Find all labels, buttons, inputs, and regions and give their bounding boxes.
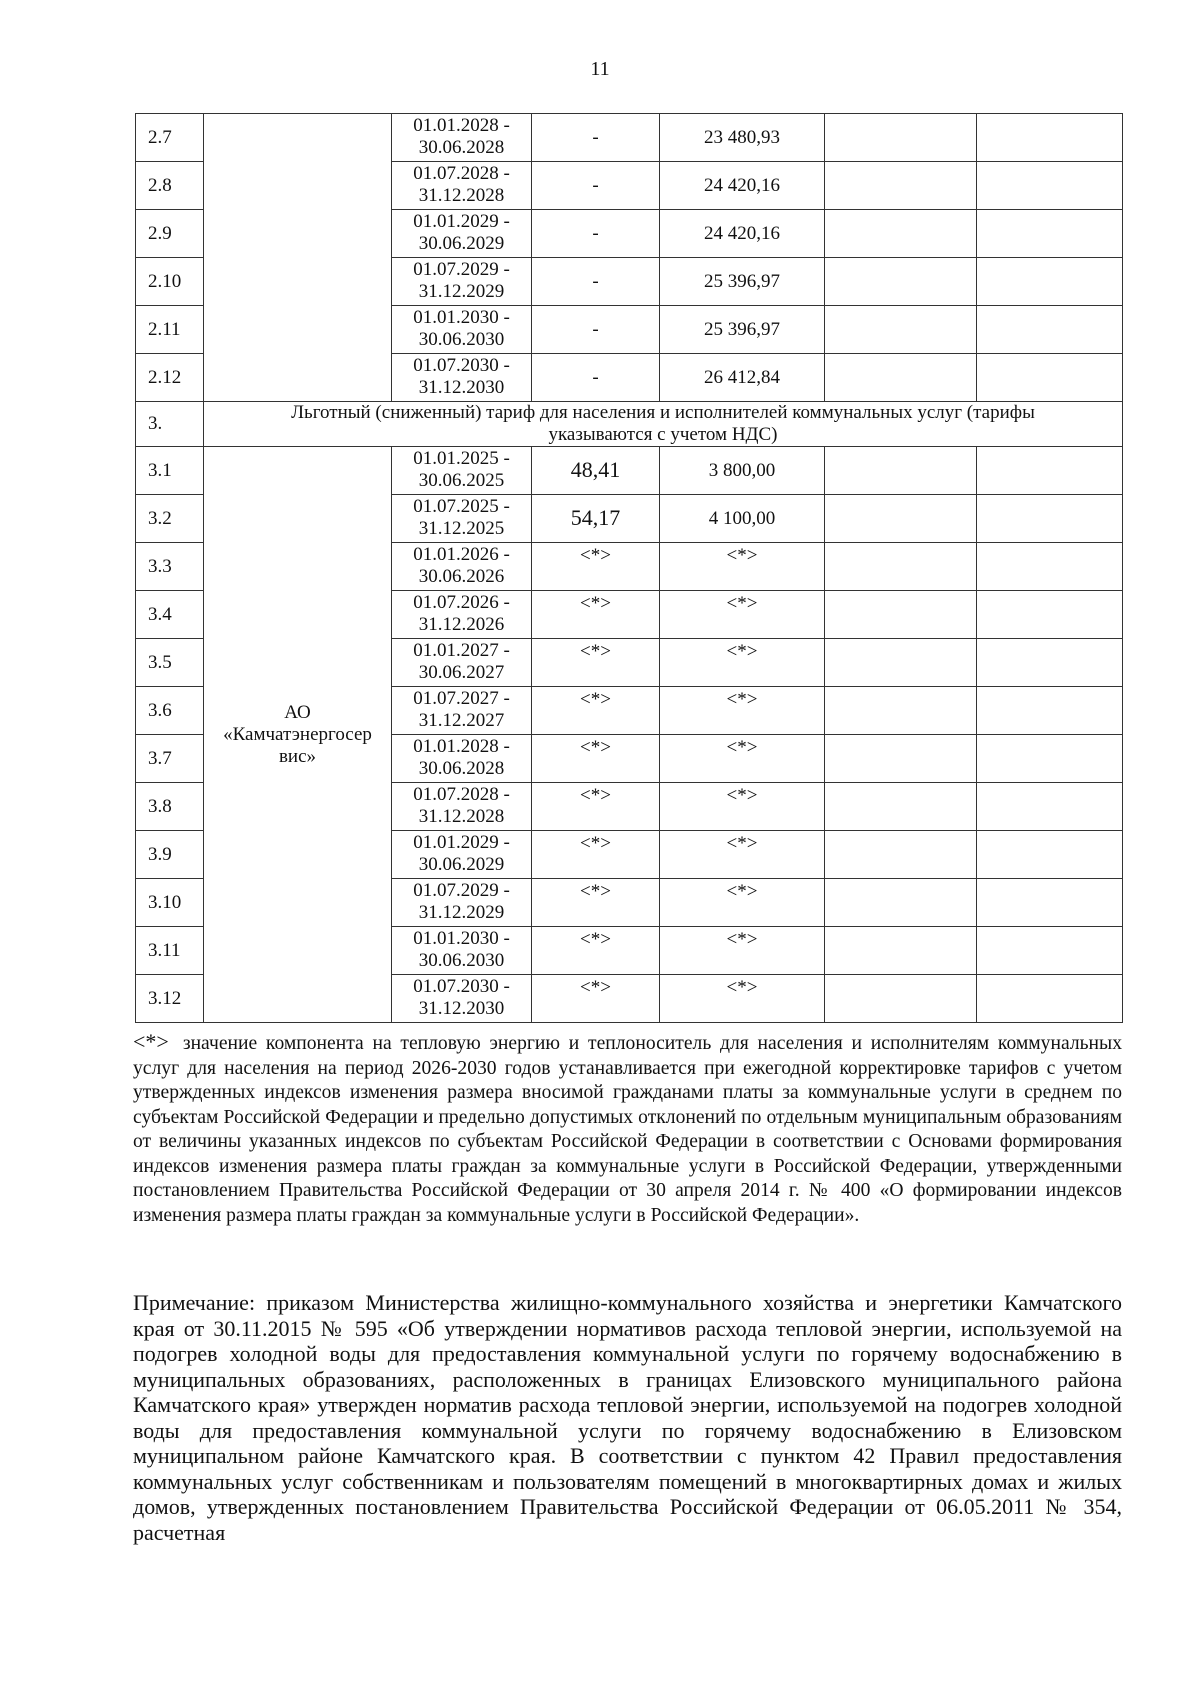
period-cell (392, 783, 532, 831)
period-end: 30.06.2030 (418, 950, 505, 971)
footnote-text: значение компонента на тепловую энергию и теплоноситель для населения и исполнителям коммунальных услуг для населения на период 2026-2030 годов устанавливается при ежегодной корректировке тарифов с учетом утвержденных индексов изменения размера вносимой гражданами платы за коммунальные услуги в среднем по субъектам Российской Федерации и предельно допустимых отклонений по отдельным муниципальным образованиям от величины указанных индексов по субъектам Российской Федерации в соответствии с Основами формирования индексов изменения размера платы граждан за коммунальные услуги в Российской Федерации, утвержденными постановлением Правительства Российской Федерации от 30 апреля 2014 г. № 400 «О формировании индексов изменения размера платы граждан за коммунальные услуги в Российской Федерации». (133, 1033, 1122, 1226)
row-number: 3.2 (136, 495, 204, 543)
period-end: 30.06.2028 (418, 758, 505, 779)
organization-line: «Камчатэнергосер (223, 723, 372, 745)
period-end: 30.06.2029 (418, 854, 505, 875)
period-start: 01.01.2028 - (413, 736, 510, 757)
value-cell-2 (660, 687, 825, 735)
empty-cell (977, 975, 1123, 1023)
value-1: - (592, 174, 599, 196)
value-cell-1 (532, 783, 660, 831)
row-number: 3.10 (136, 879, 204, 927)
value-1: - (592, 318, 599, 340)
value-1: <*> (580, 689, 611, 710)
period-cell (392, 639, 532, 687)
row-number: 2.11 (136, 306, 204, 354)
empty-cell (825, 591, 977, 639)
empty-cell (825, 114, 977, 162)
empty-cell (977, 306, 1123, 354)
empty-cell (825, 927, 977, 975)
footnote (133, 1030, 1122, 1228)
value-2: 25 396,97 (704, 270, 780, 292)
period-start: 01.07.2029 - (413, 880, 510, 901)
value-2: <*> (726, 929, 758, 950)
row-number: 3.6 (136, 687, 204, 735)
period-end: 30.06.2028 (418, 137, 505, 158)
value-cell-2 (660, 831, 825, 879)
period-end: 31.12.2026 (418, 614, 505, 635)
empty-cell (825, 162, 977, 210)
empty-cell (977, 447, 1123, 495)
table-row (136, 114, 1123, 162)
value-2: <*> (726, 641, 758, 662)
value-1: 54,17 (570, 504, 621, 530)
empty-cell (825, 210, 977, 258)
row-number: 3.8 (136, 783, 204, 831)
value-cell-1 (532, 306, 660, 354)
period-end: 31.12.2027 (418, 710, 505, 731)
row-number: 3.7 (136, 735, 204, 783)
empty-cell (825, 735, 977, 783)
period-start: 01.01.2027 - (413, 640, 510, 661)
empty-cell (977, 735, 1123, 783)
value-2: 24 420,16 (704, 222, 780, 244)
period-start: 01.01.2026 - (413, 544, 510, 565)
period-start: 01.07.2028 - (413, 163, 510, 184)
period-start: 01.07.2028 - (413, 784, 510, 805)
period-start: 01.01.2030 - (413, 307, 510, 328)
value-2: 3 800,00 (708, 459, 776, 481)
row-number: 3.11 (136, 927, 204, 975)
period-cell (392, 258, 532, 306)
empty-cell (977, 639, 1123, 687)
period-cell (392, 591, 532, 639)
value-1: <*> (580, 881, 611, 902)
value-1: - (592, 126, 599, 148)
empty-cell (825, 639, 977, 687)
empty-cell (977, 495, 1123, 543)
value-cell-2 (660, 114, 825, 162)
section-row (136, 402, 1123, 447)
value-cell-1 (532, 879, 660, 927)
empty-cell (977, 591, 1123, 639)
value-cell-1 (532, 687, 660, 735)
period-end: 30.06.2030 (418, 329, 505, 350)
period-end: 30.06.2026 (418, 566, 505, 587)
value-cell-2 (660, 306, 825, 354)
period-cell (392, 831, 532, 879)
empty-cell (825, 495, 977, 543)
empty-cell (977, 687, 1123, 735)
value-2: 25 396,97 (704, 318, 780, 340)
value-cell-2 (660, 783, 825, 831)
organization-line: вис» (278, 745, 317, 767)
empty-cell (977, 354, 1123, 402)
empty-cell (825, 447, 977, 495)
period-cell (392, 927, 532, 975)
value-1: <*> (580, 593, 611, 614)
empty-cell (977, 210, 1123, 258)
value-cell-1 (532, 591, 660, 639)
empty-cell (825, 783, 977, 831)
period-cell (392, 114, 532, 162)
table-row (136, 447, 1123, 495)
value-2: <*> (726, 881, 758, 902)
value-cell-1 (532, 354, 660, 402)
value-1: <*> (580, 545, 611, 566)
value-cell-1 (532, 975, 660, 1023)
row-number: 2.7 (136, 114, 204, 162)
row-number: 3.12 (136, 975, 204, 1023)
note-paragraph: Примечание: приказом Министерства жилищно-коммунального хозяйства и энергетики Камчатского края от 30.11.2015 № 595 «Об утверждении нормативов расхода тепловой энергии, используемой на подогрев холодной воды для предоставления коммунальной услуги по горячему водоснабжению в муниципальных образованиях, расположенных в границах Елизовского муниципального района Камчатского края» утвержден норматив расхода тепловой энергии, используемой на подогрев холодной воды для предоставления коммунальной услуги по горячему водоснабжению в Елизовском муниципальном районе Камчатского края. В соответствии с пунктом 42 Правил предоставления коммунальных услуг собственникам и пользователям помещений в многоквартирных домах и жилых домов, утвержденных постановлением Правительства Российской Федерации от 06.05.2011 № 354, расчетная (133, 1290, 1122, 1545)
period-start: 01.07.2027 - (413, 688, 510, 709)
period-end: 31.12.2028 (418, 185, 505, 206)
organization-line: АО (284, 701, 311, 723)
row-number: 2.9 (136, 210, 204, 258)
value-2: 26 412,84 (704, 366, 780, 388)
value-cell-1 (532, 639, 660, 687)
section-title: Льготный (сниженный) тариф для населения и исполнителей коммунальных услуг (тарифы указываются с учетом НДС) (204, 402, 1123, 447)
period-end: 31.12.2029 (418, 902, 505, 923)
period-cell (392, 162, 532, 210)
value-cell-1 (532, 495, 660, 543)
organization-cell-group2 (204, 114, 392, 402)
value-cell-1 (532, 735, 660, 783)
value-2: <*> (726, 545, 758, 566)
period-end: 30.06.2029 (418, 233, 505, 254)
empty-cell (825, 543, 977, 591)
value-1: 48,41 (570, 456, 621, 482)
value-1: <*> (580, 929, 611, 950)
period-end: 31.12.2030 (418, 998, 505, 1019)
value-2: 4 100,00 (708, 507, 776, 529)
period-start: 01.01.2028 - (413, 115, 510, 136)
value-2: <*> (726, 785, 758, 806)
value-cell-1 (532, 210, 660, 258)
value-2: <*> (726, 833, 758, 854)
value-cell-2 (660, 162, 825, 210)
period-cell (392, 354, 532, 402)
value-2: 23 480,93 (704, 126, 780, 148)
period-cell (392, 495, 532, 543)
period-start: 01.01.2030 - (413, 928, 510, 949)
row-number: 3.1 (136, 447, 204, 495)
period-end: 30.06.2027 (418, 662, 505, 683)
value-cell-2 (660, 975, 825, 1023)
empty-cell (825, 258, 977, 306)
period-start: 01.07.2026 - (413, 592, 510, 613)
organization-cell (204, 447, 392, 1023)
period-start: 01.01.2029 - (413, 211, 510, 232)
period-cell (392, 687, 532, 735)
value-1: - (592, 270, 599, 292)
value-1: <*> (580, 977, 611, 998)
value-cell-2 (660, 210, 825, 258)
row-number: 3.9 (136, 831, 204, 879)
value-cell-1 (532, 258, 660, 306)
row-number: 2.10 (136, 258, 204, 306)
period-start: 01.07.2025 - (413, 496, 510, 517)
period-end: 31.12.2029 (418, 281, 505, 302)
period-end: 30.06.2025 (418, 470, 505, 491)
empty-cell (825, 306, 977, 354)
row-number: 3.5 (136, 639, 204, 687)
value-2: <*> (726, 689, 758, 710)
period-end: 31.12.2025 (418, 518, 505, 539)
value-cell-2 (660, 447, 825, 495)
empty-cell (977, 114, 1123, 162)
page-number: 11 (590, 58, 610, 80)
value-1: <*> (580, 737, 611, 758)
value-1: - (592, 222, 599, 244)
empty-cell (825, 879, 977, 927)
period-start: 01.01.2025 - (413, 448, 510, 469)
empty-cell (825, 354, 977, 402)
value-cell-2 (660, 639, 825, 687)
value-cell-1 (532, 162, 660, 210)
value-cell-2 (660, 495, 825, 543)
value-cell-1 (532, 543, 660, 591)
section-number: 3. (136, 402, 204, 447)
period-cell (392, 735, 532, 783)
value-cell-2 (660, 591, 825, 639)
value-cell-1 (532, 927, 660, 975)
period-cell (392, 543, 532, 591)
empty-cell (977, 258, 1123, 306)
empty-cell (977, 927, 1123, 975)
empty-cell (977, 543, 1123, 591)
period-start: 01.01.2029 - (413, 832, 510, 853)
row-number: 3.3 (136, 543, 204, 591)
period-end: 31.12.2030 (418, 377, 505, 398)
empty-cell (825, 975, 977, 1023)
empty-cell (977, 162, 1123, 210)
value-cell-2 (660, 543, 825, 591)
value-2: <*> (726, 977, 758, 998)
value-cell-2 (660, 354, 825, 402)
empty-cell (977, 783, 1123, 831)
row-number: 3.4 (136, 591, 204, 639)
period-cell (392, 879, 532, 927)
value-1: <*> (580, 641, 611, 662)
value-cell-2 (660, 258, 825, 306)
period-cell (392, 975, 532, 1023)
value-2: <*> (726, 737, 758, 758)
value-1: <*> (580, 785, 611, 806)
value-cell-2 (660, 879, 825, 927)
value-2: 24 420,16 (704, 174, 780, 196)
value-cell-1 (532, 831, 660, 879)
footnote-marker: <*> (133, 1029, 169, 1054)
value-1: - (592, 366, 599, 388)
empty-cell (825, 831, 977, 879)
value-2: <*> (726, 593, 758, 614)
value-1: <*> (580, 833, 611, 854)
value-cell-1 (532, 447, 660, 495)
period-start: 01.07.2029 - (413, 259, 510, 280)
row-number: 2.12 (136, 354, 204, 402)
value-cell-2 (660, 927, 825, 975)
period-start: 01.07.2030 - (413, 976, 510, 997)
empty-cell (977, 831, 1123, 879)
period-start: 01.07.2030 - (413, 355, 510, 376)
row-number: 2.8 (136, 162, 204, 210)
tariff-table (135, 113, 1123, 1023)
empty-cell (825, 687, 977, 735)
period-cell (392, 447, 532, 495)
value-cell-1 (532, 114, 660, 162)
value-cell-2 (660, 735, 825, 783)
period-end: 31.12.2028 (418, 806, 505, 827)
period-cell (392, 306, 532, 354)
empty-cell (977, 879, 1123, 927)
period-cell (392, 210, 532, 258)
